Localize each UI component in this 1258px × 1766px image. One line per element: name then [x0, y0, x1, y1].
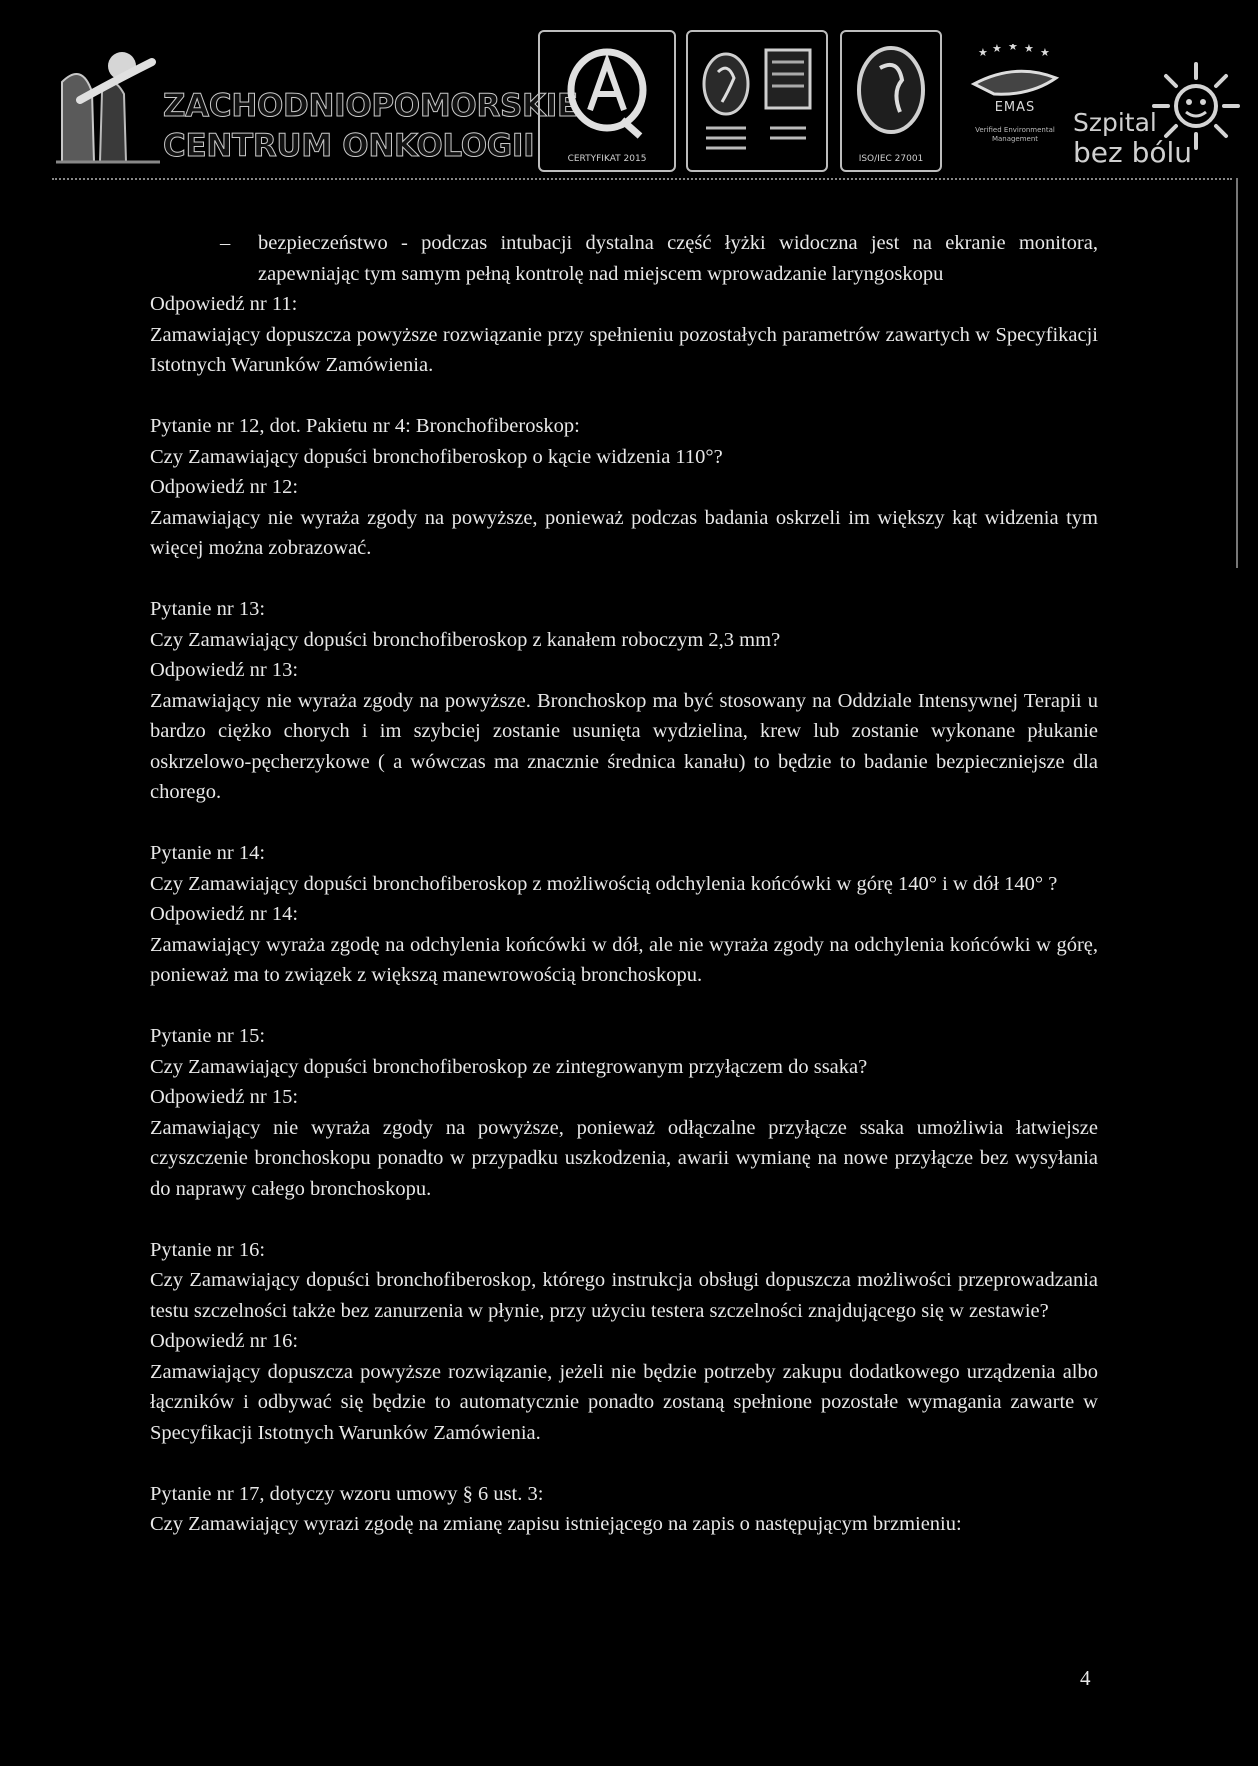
bullet-text: bezpieczeństwo - podczas intubacji dystalna część łyżki widoczna jest na ekranie monitora, zapewniając tym samym pełną kontrolę nad miejscem wprowadzanie laryngoskopu	[258, 232, 1098, 285]
emas-subtitle: Verified Environmental Management	[975, 126, 1055, 143]
question-17-text: Czy Zamawiający wyrazi zgodę na zmianę zapisu istniejącego na zapis o następującym brzmieniu:	[150, 1513, 962, 1535]
page-number: 4	[1080, 1666, 1091, 1690]
quality-q-icon	[540, 32, 674, 142]
question-12-heading: Pytanie nr 12, dot. Pakietu nr 4: Bronchofiberoskop:	[150, 415, 580, 437]
question-16-text: Czy Zamawiający dopuści bronchofiberoskop, którego instrukcja obsługi dopuszcza możliwości przeprowadzania testu szczelności także bez zanurzenia w płynie, przy użyciu testera szczelności znajdującego się w zestawie?	[150, 1269, 1098, 1322]
iso-27001-seal-icon	[842, 32, 940, 144]
answer-12-text: Zamawiający nie wyraża zgody na powyższe, ponieważ podczas badania oskrzeli im większy kąt widzenia tym więcej można zobrazować.	[150, 506, 1098, 559]
answer-14-text: Zamawiający wyraża zgodę na odchylenia końcówki w dół, ale nie wyraża zgody na odchylenia końcówki w górę, ponieważ ma to związek z większą manewrowością bronchoskopu.	[150, 933, 1098, 986]
question-16-heading: Pytanie nr 16:	[150, 1238, 266, 1261]
answer-13-heading: Odpowiedź nr 13:	[150, 659, 299, 681]
svg-text:★: ★	[1040, 46, 1050, 59]
emas-logo	[960, 44, 1070, 172]
header-divider	[52, 178, 1232, 180]
iso-27001-badge	[840, 30, 942, 172]
svg-text:★: ★	[1024, 44, 1034, 55]
organization-name-line1: ZACHODNIOPOMORSKIE	[163, 88, 578, 124]
question-15-text: Czy Zamawiający dopuści bronchofiberoskop ze zintegrowanym przyłączem do ssaka?	[150, 1055, 868, 1078]
svg-text:★: ★	[978, 46, 988, 59]
emas-label: EMAS	[994, 100, 1036, 115]
iso-certificates-badge	[686, 30, 828, 172]
question-13-heading: Pytanie nr 13:	[150, 598, 266, 620]
answer-11-text: Zamawiający dopuszcza powyższe rozwiązanie przy spełnieniu pozostałych parametrów zawartych w Specyfikacji Istotnych Warunków Zamówienia.	[150, 323, 1098, 376]
answer-15-heading: Odpowiedź nr 15:	[150, 1086, 299, 1108]
organization-name-line2: CENTRUM ONKOLOGII	[163, 128, 535, 164]
answer-11-heading: Odpowiedź nr 11:	[150, 293, 298, 315]
answer-12-heading: Odpowiedź nr 12:	[150, 476, 299, 498]
szpital-line2: bez bólu	[1073, 136, 1193, 169]
szpital-bez-bolu-logo	[1073, 108, 1192, 168]
question-14-heading: Pytanie nr 14:	[150, 842, 266, 864]
answer-13-text: Zamawiający nie wyraża zgody na powyższe. Bronchoskop ma być stosowany na Oddziale Intensywnej Terapii u bardzo ciężko chorych i im szybciej zostanie usunięta wydzielina, krew lub zostanie wykonane płukanie oskrzelowo-pęcherzykowe ( a wówczas ma znacznie średnica kanału) to będzie to badanie bezpieczniejsze dla chorego.	[150, 689, 1098, 803]
oncology-center-logo-icon	[52, 42, 162, 168]
answer-14-heading: Odpowiedź nr 14:	[150, 903, 299, 925]
szpital-line1: Szpital	[1073, 108, 1157, 137]
answer-16-heading: Odpowiedź nr 16:	[150, 1330, 299, 1352]
answer-15-text: Zamawiający nie wyraża zgody na powyższe, ponieważ odłączalne przyłącze ssaka umożliwia łatwiejsze czyszczenie bronchoskopu ponadto w przypadku uszkodzenia, awarii wymianę na nowe przyłącze bez wysyłania do naprawy całego bronchoskopu.	[150, 1116, 1098, 1200]
letterhead	[0, 0, 1258, 180]
answer-16-text: Zamawiający dopuszcza powyższe rozwiązanie, jeżeli nie będzie potrzeby zakupu dodatkowego urządzenia albo łączników i odbywać się będzie to automatycznie ponadto zostaną spełnione pozostałe wymagania zawarte w Specyfikacji Istotnych Warunków Zamówienia.	[150, 1360, 1098, 1444]
document-body	[150, 228, 1098, 1540]
question-15-heading: Pytanie nr 15:	[150, 1025, 266, 1047]
question-14-text: Czy Zamawiający dopuści bronchofiberoskop z możliwością odchylenia końcówki w górę 140° i w dół 140° ?	[150, 872, 1058, 895]
emas-stars-icon	[960, 44, 1070, 100]
svg-text:★: ★	[992, 44, 1002, 55]
question-13-text: Czy Zamawiający dopuści bronchofiberoskop z kanałem roboczym 2,3 mm?	[150, 628, 781, 651]
svg-text:★: ★	[1008, 44, 1018, 53]
quality-certificate-badge	[538, 30, 676, 172]
question-12-text: Czy Zamawiający dopuści bronchofiberoskop o kącie widzenia 110°?	[150, 445, 723, 468]
quality-certificate-label: CERTYFIKAT 2015	[567, 154, 647, 164]
right-margin-line	[1236, 178, 1238, 568]
bullet-item	[220, 228, 1098, 289]
organization-name	[163, 86, 578, 166]
bullet-dash: –	[220, 232, 231, 254]
question-17-heading: Pytanie nr 17, dotyczy wzoru umowy § 6 ust. 3:	[150, 1482, 544, 1505]
iso-27001-label: ISO/IEC 27001	[858, 154, 924, 164]
iso-seal-icon	[688, 32, 826, 168]
